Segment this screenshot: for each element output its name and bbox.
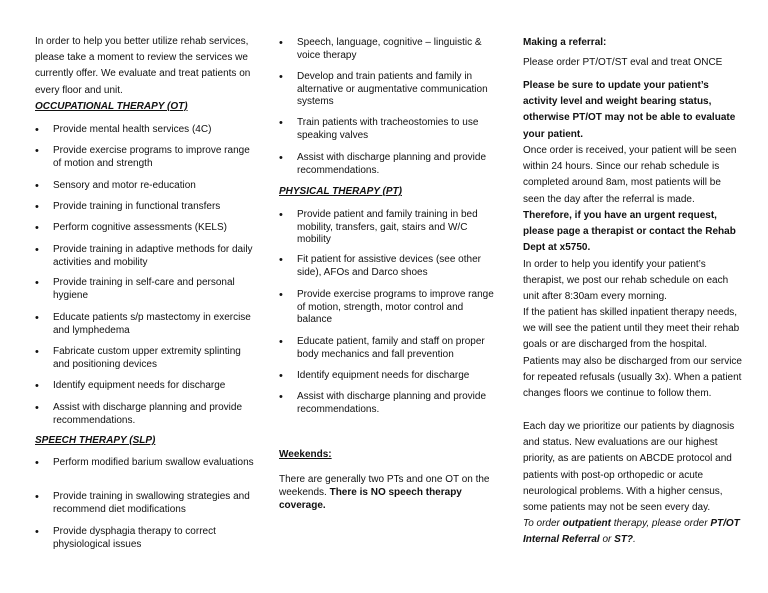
ot-item: • Perform cognitive assessments (KELS) [35,222,255,235]
ot-item: • Educate patients s/p mastectomy in exercise and lymphedema [35,312,255,337]
intro-paragraph: In order to help you better utilize rehab services, please take a moment to review the services we currently offer. We evaluate and treat patients on every floor and unit. [35,36,251,96]
ot-item: • Assist with discharge planning and provide recommendations. [35,402,255,427]
pt-item: • Assist with discharge planning and provide recommendations. [279,391,494,416]
weekends-bold-text: There is NO speech therapy coverage. [279,487,462,511]
slp-item: • Train patients with tracheostomies to use speaking valves [279,117,494,142]
ot-item: • Provide training in functional transfers [35,201,255,214]
weekends-paragraph [279,473,494,512]
slp-item: • Speech, language, cognitive – linguistic & voice therapy [279,37,494,62]
ot-item: • Provide training in self-care and personal hygiene [35,277,255,302]
pt-item: • Fit patient for assistive devices (see other side), AFOs and Darco shoes [279,254,494,279]
weekends-heading: Weekends: [279,449,332,460]
slp-item: • Develop and train patients and family in alternative or augmentative communication systems [279,71,494,109]
pt-heading: PHYSICAL THERAPY (PT) [279,186,402,197]
slp-item: • Provide dysphagia therapy to correct physiological issues [35,526,255,551]
column-2 [279,0,494,593]
slp-item: • Provide training in swallowing strategies and recommend diet modifications [35,491,255,516]
outpatient-st: ST? [614,534,634,546]
outpatient-or: or [599,534,615,546]
slp-heading: SPEECH THERAPY (SLP) [35,435,156,446]
pt-item: • Provide exercise programs to improve range of motion, strength, motor control and balance [279,289,494,327]
order-text: Once order is received, your patient will be seen within 24 hours. Since our rehab schedule is completed around 8am, most patients will be seen the day after the referral is made. [523,145,737,205]
referral-line: Please order PT/OT/ST eval and treat ONCE [523,57,723,68]
priority-paragraph: Each day we prioritize our patients by diagnosis and status. New evaluations are our highest priority, as are patients on ABCDE protocol and patients with post-op orthopedic or acute neurological problems. With a higher census, some patients may not be seen every day. [523,421,735,514]
ot-heading: OCCUPATIONAL THERAPY (OT) [35,101,188,112]
outpatient-end: . [633,534,636,546]
slp-item: • Perform modified barium swallow evaluations [35,457,255,470]
update-status-paragraph: Please be sure to update your patient’s activity level and weight bearing status, otherwise PT/OT may not be able to evaluate your patient. [523,80,736,140]
referral-heading: Making a referral: [523,37,607,48]
ot-item: • Provide exercise programs to improve range of motion and strength [35,145,255,170]
column-3 [523,0,743,593]
inpatient-paragraph: If the patient has skilled inpatient therapy needs, we will see the patient until they meet their rehab goals or are discharged from the hospital. Patients may also be discharged from our service for repeated refusals (usually 3x). When a patient changes floors we continue to follow them. [523,307,742,400]
outpatient-referral: PT/OT Internal Referral [523,518,740,546]
ot-item: • Provide training in adaptive methods for daily activities and mobility [35,244,255,269]
column-1 [35,0,255,593]
weekends-text: There are generally two PTs and one OT on the weekends. [279,474,490,498]
slp-item: • Assist with discharge planning and provide recommendations. [279,152,494,177]
outpatient-mid: therapy, please order [610,518,711,529]
outpatient-word: outpatient [562,518,611,529]
ot-item: • Fabricate custom upper extremity splinting and positioning devices [35,346,255,371]
pt-item: • Identify equipment needs for discharge [279,370,494,383]
pt-item: • Educate patient, family and staff on proper body mechanics and fall prevention [279,336,494,361]
outpatient-pre: To order [523,518,563,529]
order-paragraph [523,143,743,256]
pt-item: • Provide patient and family training in bed mobility, transfers, gait, stairs and W/C mobility [279,209,494,247]
outpatient-paragraph [523,516,743,548]
ot-item: • Sensory and motor re-education [35,180,255,193]
ot-item: • Provide mental health services (4C) [35,124,255,137]
ot-item: • Identify equipment needs for discharge [35,380,255,393]
schedule-paragraph: In order to help you identify your patient’s therapist, we post our rehab schedule on each unit after 8:30am every morning. [523,259,729,303]
urgent-request-text: Therefore, if you have an urgent request, please page a therapist or contact the Rehab Dept at x5750. [523,209,736,254]
